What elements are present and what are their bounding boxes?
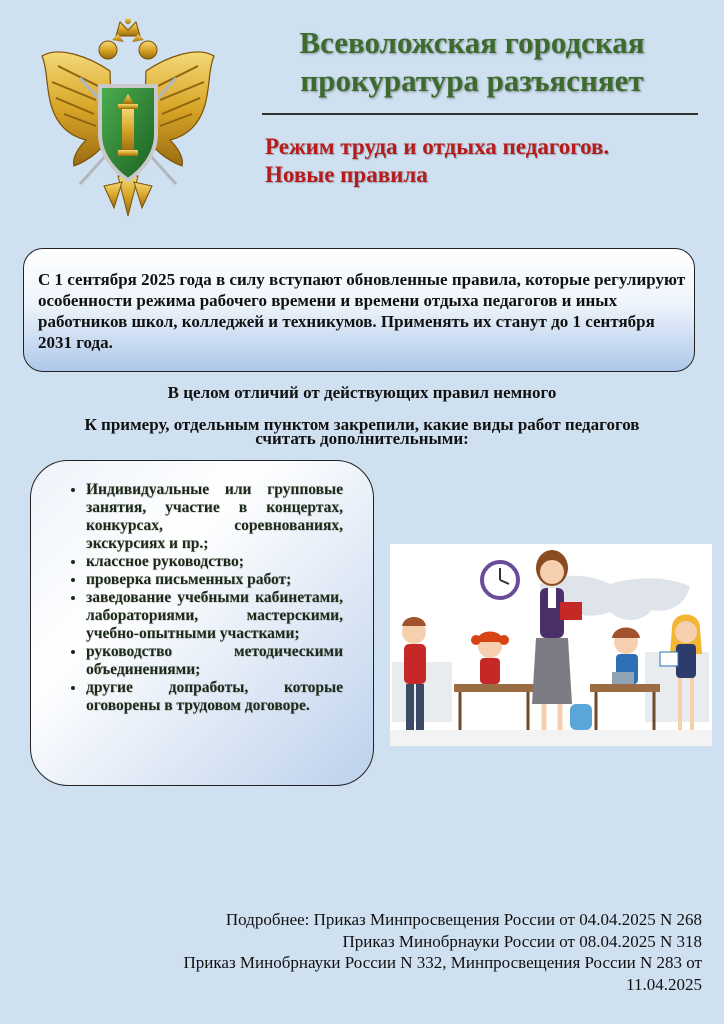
intro-text: С 1 сентября 2025 года в силу вступают обновленные правила, которые регулируют особенности режима рабочего времени и времени отдыха педагогов и иных работников школ, колледжей и техникумов. Применять их станут до 1 сентября 2031 года.	[38, 270, 686, 352]
footer-line-1: Подробнее: Приказ Минпросвещения России от 04.04.2025 N 268	[225, 910, 702, 929]
list-item: • проверка письменных работ;	[86, 571, 343, 589]
list-item: • другие допработы, которые оговорены в трудовом договоре.	[86, 679, 343, 715]
teacher-with-children-classroom-illustration	[390, 544, 712, 746]
document-subtitle	[265, 133, 715, 189]
footer-line-2: Приказ Минобрнауки России от 08.04.2025 N 318	[342, 931, 702, 951]
footer-line-4: 11.04.2025	[626, 974, 702, 994]
list-item: • классное руководство;	[86, 553, 343, 571]
subtitle-line-1: Режим труда и отдыха педагогов.	[265, 134, 610, 159]
additional-work-list	[61, 481, 343, 715]
list-item: • заведование учебными кабинетами, лабораториями, мастерскими, учебно-опытными участками;	[86, 589, 343, 643]
additional-work-list-box	[30, 460, 374, 786]
prosecutor-emblem-icon	[38, 16, 218, 221]
additional-work-line: считать дополнительными:	[255, 429, 469, 448]
footer-line-3: Приказ Минобрнауки России N 332, Минпросвещения России N 283 от	[183, 953, 702, 972]
title-divider	[262, 113, 698, 115]
subtitle-line-2: Новые правила	[265, 162, 428, 187]
footer-references	[82, 909, 702, 995]
list-item: • Индивидуальные или групповые занятия, участие в концертах, конкурсах, соревнованиях, экскурсиях и пр.;	[86, 481, 343, 553]
example-line: К примеру, отдельным пунктом закрепили, какие виды работ педагогов	[84, 415, 640, 434]
intro-box	[23, 248, 695, 372]
organization-title: Всеволожская городская прокуратура разъясняет	[299, 25, 645, 98]
list-item: • руководство методическими объединениями;	[86, 643, 343, 679]
summary-line: В целом отличий от действующих правил немного	[167, 383, 557, 402]
